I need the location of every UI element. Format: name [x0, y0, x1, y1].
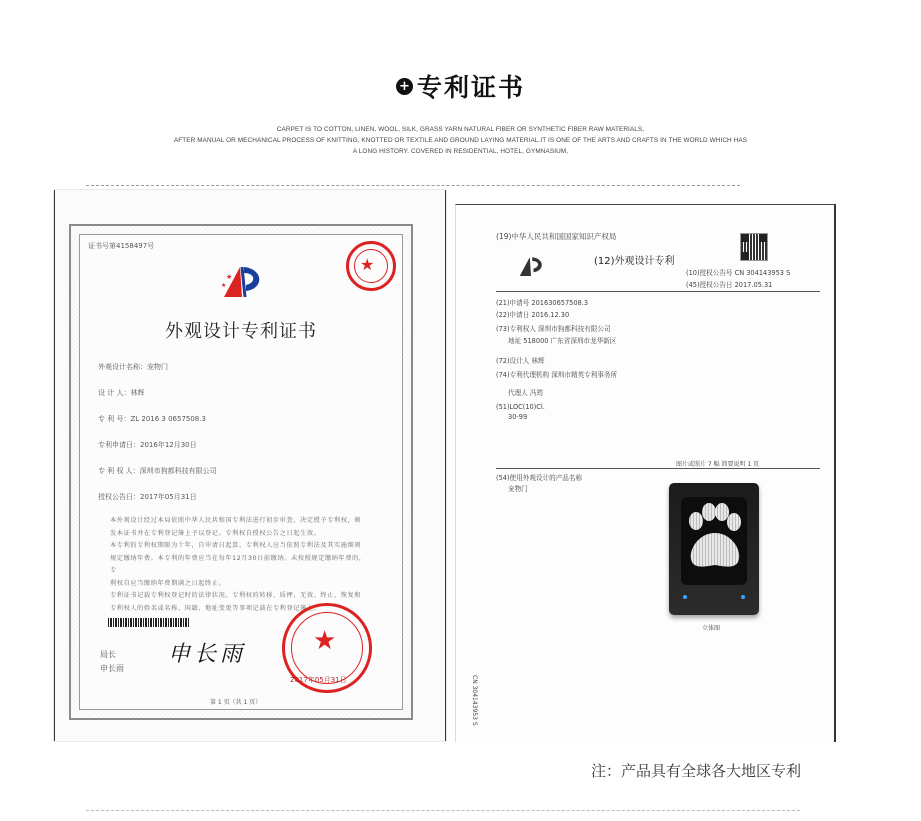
svg-text:★: ★ [226, 273, 233, 281]
field-application-date: 专利申请日：2016年12月30日 [98, 441, 197, 449]
description-line: AFTER MANUAL OR MECHANICAL PROCESS OF KNITTING, KNOTTED OR TEXTILE AND GROUND LAYING MATERIAL.IT IS ONE OF THE ARTS AND CRAFTS IN THE WORLD WHICH HAS [173, 137, 748, 144]
page-label: 第 1 页（共 1 页） [210, 699, 262, 706]
red-seal-stamp-icon: ★ [346, 241, 396, 291]
field-application-date: (22)申请日 2016.12.30 [496, 311, 570, 319]
field-agency: (74)专利代理机构 深圳市精英专利事务所 [496, 371, 618, 379]
paragraph-line: 专利证书记载专利权登记时的法律状况。专利权的转移、质押、无效、终止、恢复和 [110, 592, 362, 599]
seal-date: 2017年05月31日 [290, 676, 347, 684]
section-description [130, 124, 791, 157]
qr-code-icon [740, 233, 768, 261]
side-code: CN 304143953 S [471, 675, 478, 726]
director-signature: 申长雨 [168, 642, 247, 667]
field-application-number: (21)申请号 201630657508.3 [496, 299, 589, 307]
bottom-divider [86, 810, 800, 811]
patent-office-logo-icon [516, 253, 546, 279]
field-grant-date: 授权公告日：2017年05月31日 [98, 493, 197, 501]
view-label: 立体图 [702, 625, 721, 632]
pet-door-illustration [669, 483, 759, 615]
header-rule [496, 291, 820, 292]
figure-caption: 图片或照片 7 幅 简要说明 1 页 [676, 461, 760, 468]
paragraph-line: 发本证书并在专利登记簿上予以登记。专利权自授权公告之日起生效。 [110, 529, 321, 537]
publication-date: (45)授权公告日 2017.05.31 [686, 281, 773, 289]
paragraph-line: 本专利的专利权期限为十年，自申请日起算。专利权人应当依照专利法及其实施细则 [110, 542, 362, 549]
svg-text:★: ★ [221, 282, 227, 289]
led-indicator-icon [683, 595, 687, 599]
section-rule [496, 468, 820, 469]
description-line: CARPET IS TO COTTON, LINEN, WOOL, SILK, GRASS YARN NATURAL FIBER OR SYNTHETIC FIBER RAW MATERIALS, [276, 126, 645, 133]
director-name-label: 申长雨 [100, 664, 124, 673]
paragraph-line: 利权自应当缴纳年费期满之日起终止。 [110, 579, 226, 587]
field-patentee: 专 利 权 人：深圳市狗都科技有限公司 [98, 467, 217, 475]
field-patent-number: 专 利 号：ZL 2016 3 0657508.3 [98, 415, 206, 423]
field-design-name: 外观设计名称：宠物门 [98, 363, 168, 371]
certificate-body [79, 234, 403, 710]
section-header [0, 68, 921, 104]
certificate-number: 证书号第4158497号 [88, 242, 155, 250]
patent-document-image [455, 204, 836, 742]
plus-bullet-icon: + [396, 78, 413, 95]
paragraph-line: 专利权人的姓名或名称、国籍、地址变更等事项记载在专利登记簿上。 [110, 604, 321, 612]
product-name-label: (54)使用外观设计的产品名称 [496, 474, 583, 482]
header-row [396, 68, 525, 104]
patent-office-logo-icon [218, 261, 266, 301]
guilloche-border [69, 224, 413, 720]
paragraph-line: 本外观设计经过本局依照中华人民共和国专利法进行初步审查，决定授予专利权，颁 [110, 517, 362, 524]
field-loc-number: 30-99 [508, 413, 528, 421]
section-title: 专利证书 [416, 73, 525, 102]
pet-door-window [681, 497, 747, 585]
certificate-paragraph [110, 515, 370, 615]
office-name: (19)中华人民共和国国家知识产权局 [496, 232, 617, 241]
patent-certificate-image [54, 190, 446, 741]
field-loc-class: (51)LOC(10)Cl. [496, 403, 545, 411]
director-label: 局长 [100, 650, 116, 659]
product-name: 宠物门 [508, 485, 528, 493]
top-divider [86, 185, 740, 186]
barcode-icon [108, 618, 190, 627]
document-type: (12)外观设计专利 [594, 256, 675, 267]
field-agent: 代理人 冯筠 [508, 389, 544, 397]
led-indicator-icon [741, 595, 745, 599]
field-designer: (72)设计人 林辉 [496, 357, 545, 365]
official-seal-stamp-icon: ★ [282, 603, 372, 693]
field-address: 地址 518000 广东省深圳市龙华新区 [508, 337, 617, 345]
paw-print-icon [681, 497, 747, 585]
footer-note: 注：产品具有全球各大地区专利 [590, 762, 801, 780]
publication-number: (10)授权公告号 CN 304143953 S [686, 269, 791, 277]
certificate-title: 外观设计专利证书 [165, 321, 317, 342]
field-patentee: (73)专利权人 深圳市狗都科技有限公司 [496, 325, 611, 333]
description-line: A LONG HISTORY. COVERED IN RESIDENTIAL, HOTEL, GYMNASIUM, [352, 148, 569, 155]
paragraph-line: 规定缴纳年费。本专利的年费应当在每年12月30日前缴纳。未按照规定缴纳年费的，专 [110, 554, 366, 574]
field-designer: 设 计 人：林辉 [98, 389, 145, 397]
